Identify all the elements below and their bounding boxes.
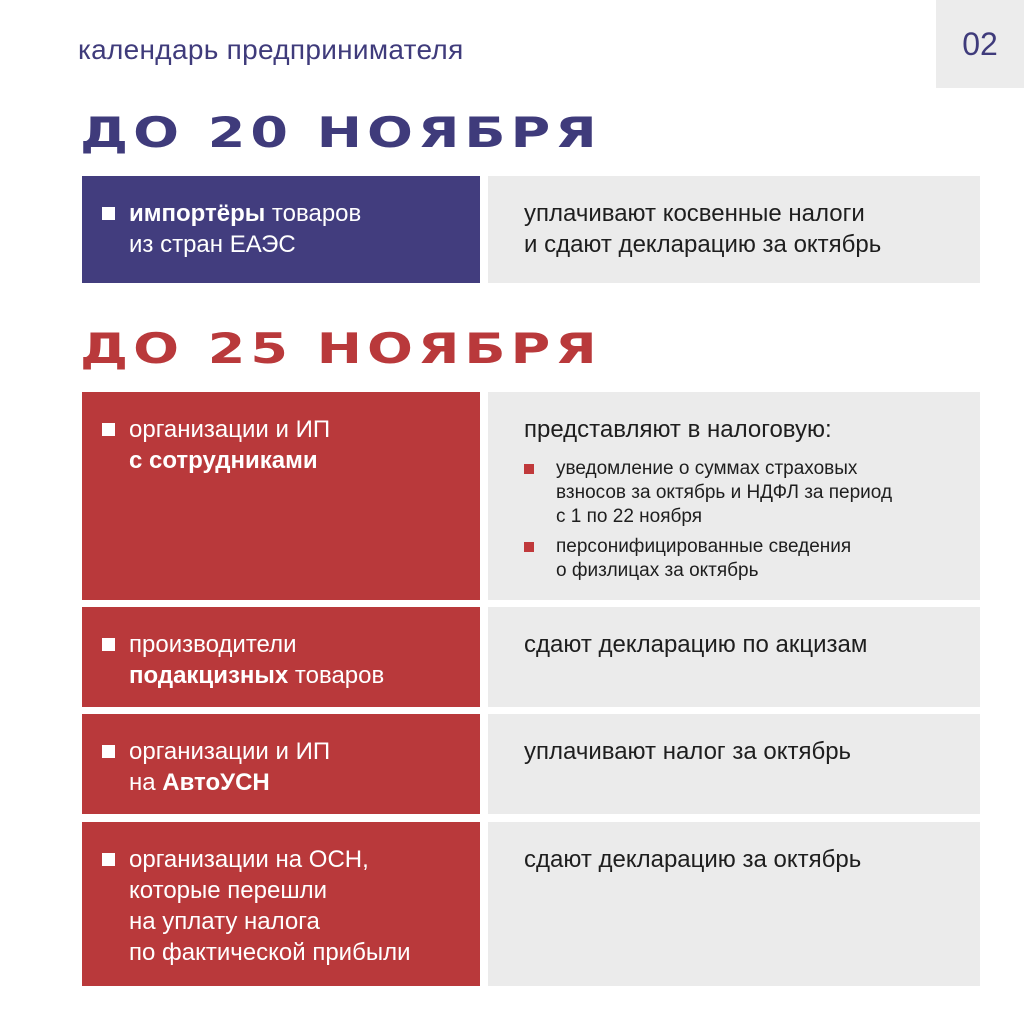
what-cell: уплачивают косвенные налоги и сдают декларацию за октябрь (488, 176, 980, 283)
sub-list (524, 457, 960, 583)
who-cell (82, 392, 480, 600)
who-cell (82, 607, 480, 707)
who-line-2: которые перешли (129, 877, 327, 904)
red-bullet-square-icon (524, 464, 534, 474)
who-line-1: импортёры товаров (129, 200, 362, 227)
who-line-1: организации и ИП (129, 416, 331, 443)
who-line-2: подакцизных товаров (129, 662, 385, 689)
sub-list-item: персонифицированные сведения о физлицах за октябрь (524, 535, 960, 583)
table-row (82, 822, 980, 986)
what-text: представляют в налоговую: (524, 416, 832, 443)
bullet-square-icon (102, 423, 115, 436)
who-line-4: по фактической прибыли (129, 939, 411, 966)
sub-list-item: уведомление о суммах страховых взносов за октябрь и НДФЛ за период с 1 по 22 ноября (524, 457, 960, 529)
bullet-square-icon (102, 207, 115, 220)
what-cell: уплачивают налог за октябрь (488, 714, 980, 814)
who-line-2: с сотрудниками (129, 447, 318, 474)
who-line-1: организации и ИП (129, 738, 331, 765)
who-line-3: на уплату налога (129, 908, 320, 935)
section-heading-nov-20: ДО 20 НОЯБРЯ (80, 108, 602, 158)
bullet-square-icon (102, 638, 115, 651)
what-cell (488, 392, 980, 600)
header-title: календарь предпринимателя (78, 34, 464, 65)
table-row (82, 392, 980, 600)
who-line-2: из стран ЕАЭС (129, 231, 296, 258)
what-cell: сдают декларацию по акцизам (488, 607, 980, 707)
who-line-1: организации на ОСН, (129, 846, 369, 873)
who-item (102, 414, 460, 476)
page-number-box (936, 0, 1024, 88)
who-item (102, 736, 460, 798)
table-row (82, 714, 980, 814)
page-number: 02 (962, 25, 998, 62)
bullet-square-icon (102, 745, 115, 758)
who-line-1: производители (129, 631, 297, 658)
table-row (82, 607, 980, 707)
section-heading-nov-25: ДО 25 НОЯБРЯ (80, 324, 602, 374)
who-item (102, 844, 460, 968)
who-item (102, 198, 460, 260)
what-cell: сдают декларацию за октябрь (488, 822, 980, 986)
who-cell (82, 176, 480, 283)
who-line-2: на АвтоУСН (129, 769, 270, 796)
table-row (82, 176, 980, 283)
who-cell (82, 714, 480, 814)
red-bullet-square-icon (524, 542, 534, 552)
who-cell (82, 822, 480, 986)
who-item (102, 629, 460, 691)
bullet-square-icon (102, 853, 115, 866)
